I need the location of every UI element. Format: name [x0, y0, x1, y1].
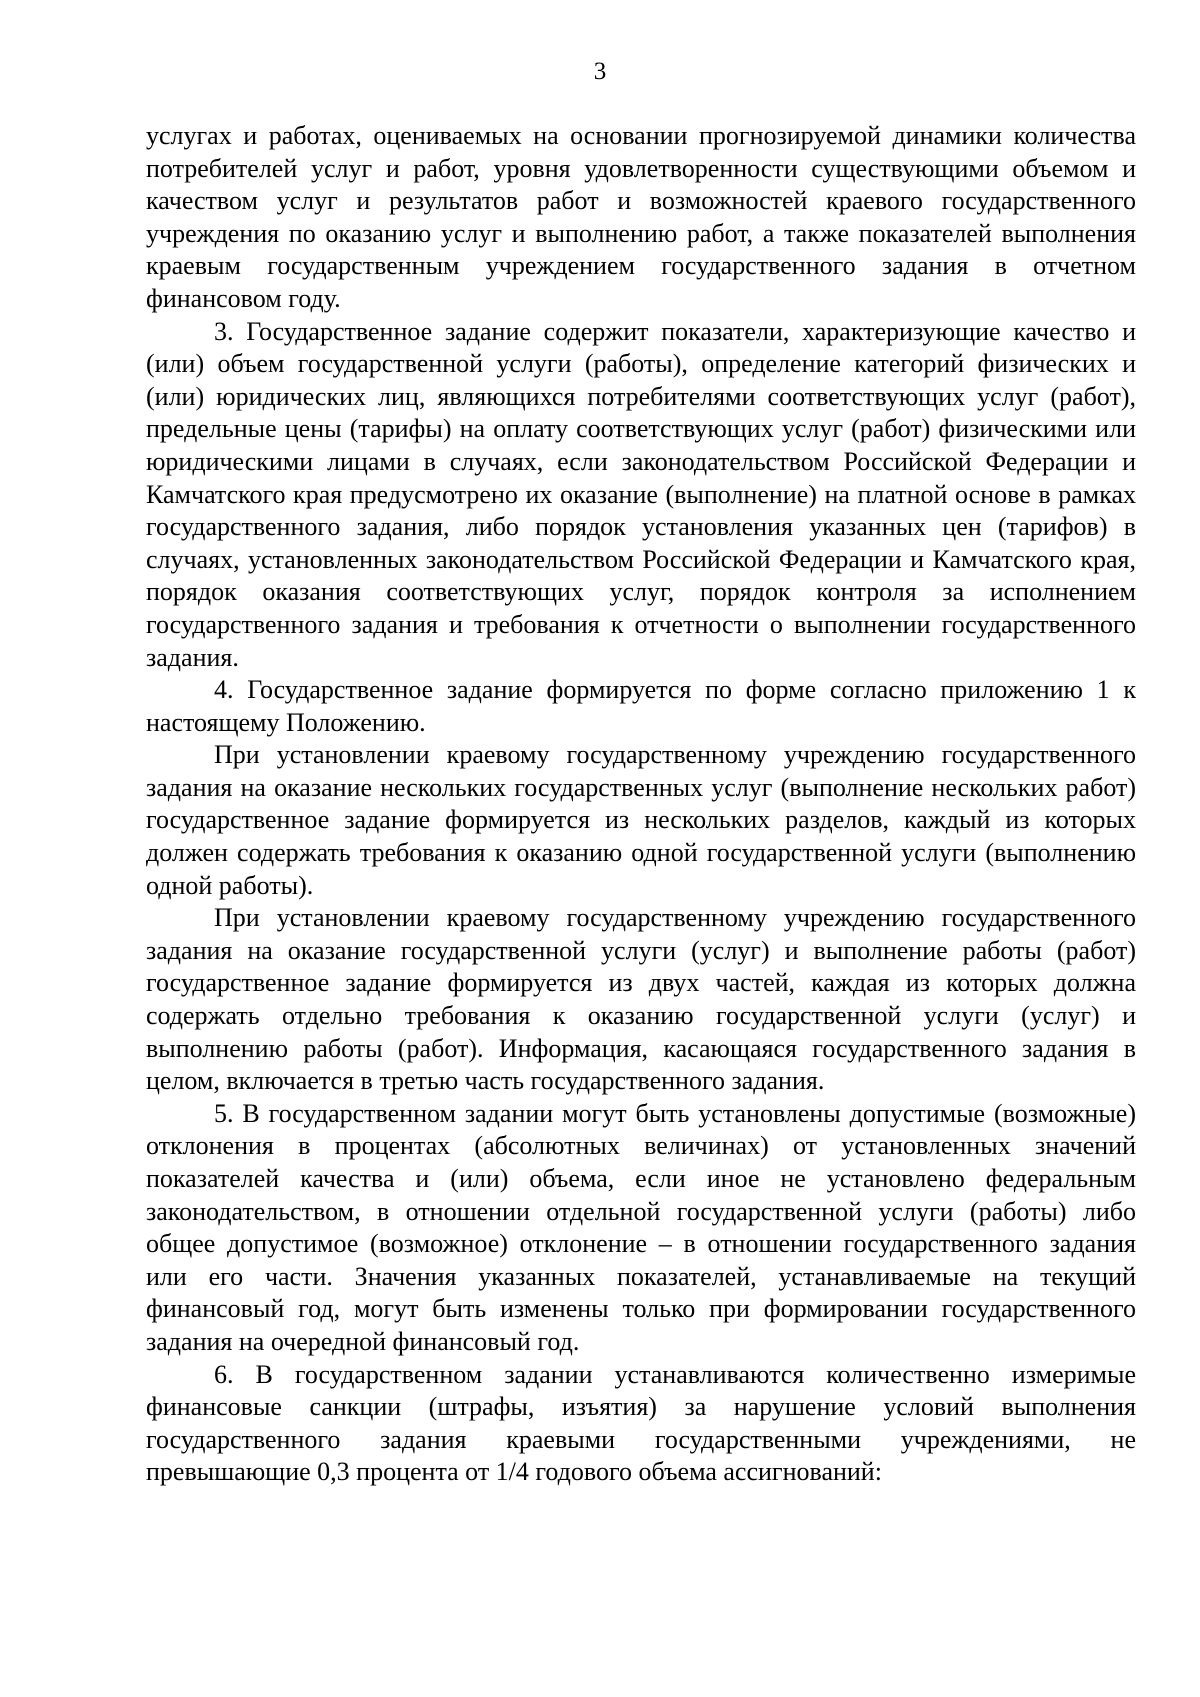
- paragraph: 5. В государственном задании могут быть установлены допустимые (возможные) отклонения в процентах (абсолютных величинах) от установленных значений показателей качества и (или) объема, если иное не установлено федеральным законодательством, в отношении отдельной государственной услуги (работы) либо общее допустимое (возможное) отклонение – в отношении государственного задания или его части. Значения указанных показателей, устанавливаемые на текущий финансовый год, могут быть изменены только при формировании государственного задания на очередной финансовый год.: [146, 1098, 1136, 1356]
- paragraph: 3. Государственное задание содержит показатели, характеризующие качество и (или) объем государственной услуги (работы), определение категорий физических и (или) юридических лиц, являющихся потребителями соответствующих услуг (работ), предельные цены (тарифы) на оплату соответствующих услуг (работ) физическими или юридическими лицами в случаях, если законодательством Российской Федерации и Камчатского края предусмотрено их оказание (выполнение) на платной основе в рамках государственного задания, либо порядок установления указанных цен (тарифов) в случаях, установленных законодательством Российской Федерации и Камчатского края, порядок оказания соответствующих услуг, порядок контроля за исполнением государственного задания и требования к отчетности о выполнении государственного задания.: [146, 316, 1136, 672]
- paragraph: При установлении краевому государственному учреждению государственного задания на оказание нескольких государственных услуг (выполнение нескольких работ) государственное задание формируется из нескольких разделов, каждый из которых должен содержать требования к оказанию одной государственной услуги (выполнению одной работы).: [146, 740, 1136, 900]
- page-number: 3: [593, 58, 607, 85]
- paragraph: 6. В государственном задании устанавливаются количественно измеримые финансовые санкции (штрафы, изъятия) за нарушение условий выполнения государственного задания краевыми государственными учреждениями, не превышающие 0,3 процента от 1/4 годового объема ассигнований:: [146, 1359, 1136, 1487]
- paragraph: 4. Государственное задание формируется по форме согласно приложению 1 к настоящему Положению.: [146, 675, 1136, 737]
- paragraph: услугах и работах, оцениваемых на основании прогнозируемой динамики количества потребителей услуг и работ, уровня удовлетворенности существующими объемом и качеством услуг и результатов работ и возможностей краевого государственного учреждения по оказанию услуг и выполнению работ, а также показателей выполнения краевым государственным учреждением государственного задания в отчетном финансовом году.: [146, 121, 1136, 313]
- document-body: [146, 120, 1136, 1489]
- paragraph: При установлении краевому государственному учреждению государственного задания на оказание государственной услуги (услуг) и выполнение работы (работ) государственное задание формируется из двух частей, каждая из которых должна содержать отдельно требования к оказанию государственной услуги (услуг) и выполнению работы (работ). Информация, касающаяся государственного задания в целом, включается в третью часть государственного задания.: [146, 903, 1136, 1096]
